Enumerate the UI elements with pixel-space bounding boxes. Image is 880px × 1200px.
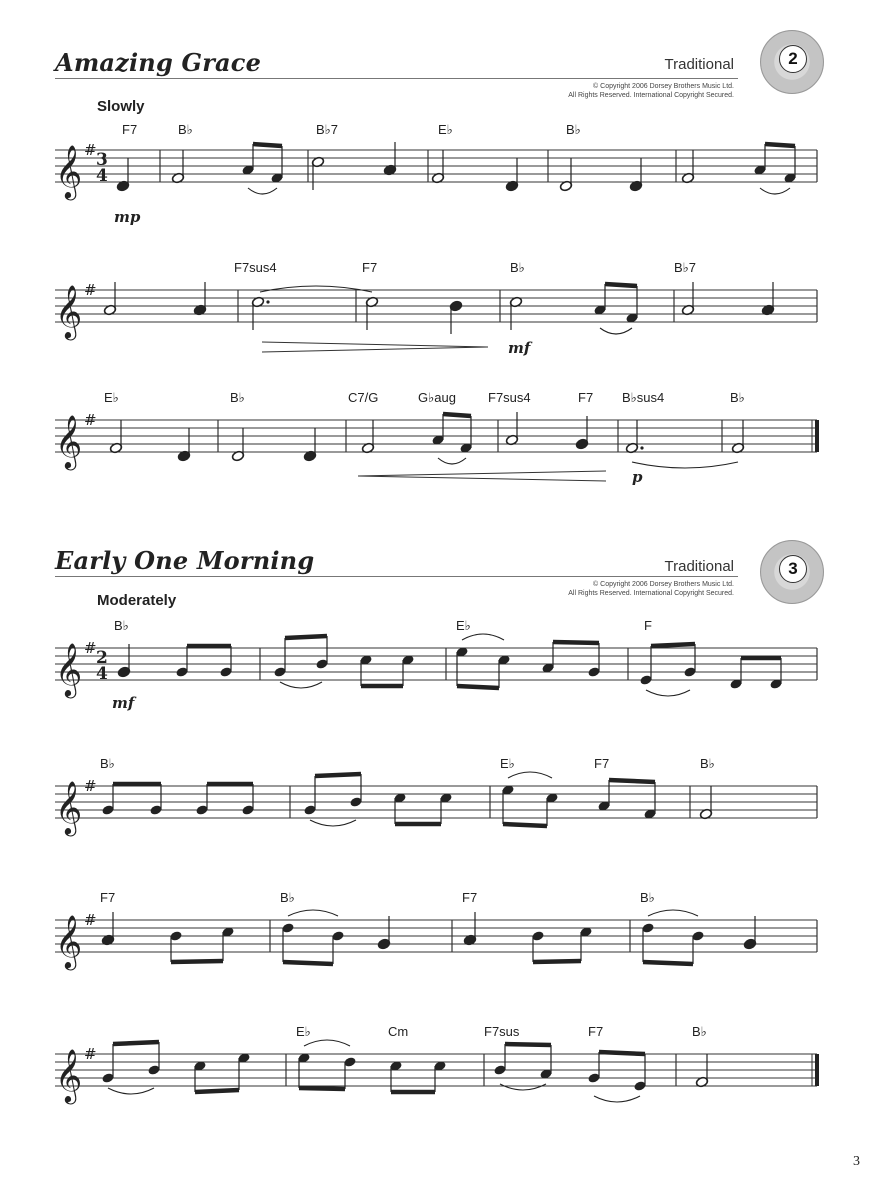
note-beam (171, 961, 223, 962)
dynamic-marking: mf (508, 339, 531, 357)
note-beam (643, 962, 693, 964)
diminuendo-hairpin (262, 347, 488, 352)
key-signature-sharp: # (84, 777, 97, 795)
note-beam (443, 414, 471, 416)
note-beam (553, 642, 599, 643)
slur (438, 458, 466, 464)
song-title: Amazing Grace (55, 48, 262, 77)
diminuendo-hairpin (262, 342, 488, 347)
composer: Traditional (664, 56, 734, 73)
note-beam (285, 636, 327, 638)
note-beam (533, 961, 581, 962)
slur (310, 820, 356, 826)
chord-symbol: F7 (594, 756, 610, 771)
slur (594, 1096, 640, 1102)
chord-symbol: F7 (122, 122, 138, 137)
treble-clef: 𝄞 (55, 284, 83, 338)
tempo-marking: Moderately (97, 592, 177, 609)
chord-symbol: B♭ (100, 756, 115, 771)
time-signature-top: 2 (96, 648, 108, 668)
chord-symbol: F7sus (484, 1024, 520, 1039)
slur (304, 1040, 350, 1046)
note-beam (315, 774, 361, 776)
treble-clef: 𝄞 (55, 914, 83, 968)
chord-symbol: C7/G (348, 390, 379, 405)
chord-symbol: E♭ (104, 390, 119, 405)
chord-symbol: B♭ (730, 390, 745, 405)
treble-clef: 𝄞 (55, 642, 83, 696)
note-beam (765, 144, 795, 146)
track-number-badge: 3 (779, 555, 807, 583)
slur (508, 772, 552, 778)
chord-symbol: F7sus4 (234, 260, 277, 275)
slur (600, 328, 632, 334)
chord-symbol: F (644, 618, 652, 633)
chord-symbol: E♭ (456, 618, 471, 633)
score-amazing-grace (0, 100, 880, 560)
final-barline-thick (815, 1054, 819, 1086)
copyright-notice: © Copyright 2006 Dorsey Brothers Music Ltd. All Rights Reserved. International Copyright Secured. (568, 581, 734, 597)
score-early-one-morning (0, 600, 880, 1160)
treble-clef: 𝄞 (55, 414, 83, 468)
crescendo-hairpin (358, 476, 606, 481)
key-signature-sharp: # (84, 1045, 97, 1063)
slur (500, 1084, 546, 1090)
note-beam (503, 824, 547, 826)
chord-symbol: B♭ (692, 1024, 707, 1039)
track-number-badge: 2 (779, 45, 807, 73)
chord-symbol: G♭aug (418, 390, 456, 405)
chord-symbol: B♭sus4 (622, 390, 665, 405)
chord-symbol: B♭ (640, 890, 655, 905)
slur (646, 690, 690, 696)
chord-symbol: F7 (100, 890, 116, 905)
key-signature-sharp: # (84, 281, 97, 299)
note-beam (299, 1088, 345, 1089)
chord-symbol: E♭ (296, 1024, 311, 1039)
slur (632, 462, 738, 468)
chord-symbol: B♭ (566, 122, 581, 137)
augmentation-dot (640, 446, 643, 449)
slur (108, 1088, 154, 1094)
note-beam (609, 780, 655, 782)
slur (248, 188, 277, 194)
dynamic-marking: mp (114, 208, 141, 226)
dynamic-marking: p (632, 468, 643, 486)
key-signature-sharp: # (84, 141, 97, 159)
slur (288, 910, 338, 916)
tempo-marking: Slowly (97, 98, 145, 115)
augmentation-dot (266, 300, 269, 303)
slur (760, 188, 790, 194)
slur (280, 682, 322, 688)
note-beam (457, 686, 499, 688)
composer: Traditional (664, 558, 734, 575)
slur (462, 634, 504, 640)
note-beam (605, 284, 637, 286)
chord-symbol: B♭ (700, 756, 715, 771)
chord-symbol: F7 (578, 390, 594, 405)
chord-symbol: Cm (388, 1024, 409, 1039)
chord-symbol: B♭ (178, 122, 193, 137)
chord-symbol: E♭ (500, 756, 515, 771)
crescendo-hairpin (358, 471, 606, 476)
key-signature-sharp: # (84, 639, 97, 657)
chord-symbol: F7 (362, 260, 378, 275)
chord-symbol: B♭ (280, 890, 295, 905)
time-signature-top: 3 (96, 150, 108, 170)
chord-symbol: F7 (462, 890, 478, 905)
note-beam (505, 1044, 551, 1045)
note-beam (651, 644, 695, 646)
treble-clef: 𝄞 (55, 780, 83, 834)
note-beam (283, 962, 333, 964)
chord-symbol: B♭ (230, 390, 245, 405)
title-rule (55, 576, 738, 577)
key-signature-sharp: # (84, 411, 97, 429)
treble-clef: 𝄞 (55, 1048, 83, 1102)
slur (648, 910, 698, 916)
note-beam (195, 1090, 239, 1092)
treble-clef: 𝄞 (55, 144, 83, 198)
note-beam (113, 1042, 159, 1044)
chord-symbol: B♭7 (674, 260, 697, 275)
note-beam (253, 144, 282, 146)
page-number: 3 (853, 1154, 860, 1169)
chord-symbol: F7 (588, 1024, 604, 1039)
chord-symbol: E♭ (438, 122, 453, 137)
copyright-notice: © Copyright 2006 Dorsey Brothers Music Ltd. All Rights Reserved. International Copyright Secured. (568, 83, 734, 99)
chord-symbol: B♭7 (316, 122, 339, 137)
slur (260, 286, 372, 292)
song-title: Early One Morning (55, 546, 315, 575)
chord-symbol: B♭ (510, 260, 525, 275)
time-signature-bottom: 4 (96, 664, 108, 684)
title-rule (55, 78, 738, 79)
chord-symbol: B♭ (114, 618, 129, 633)
dynamic-marking: mf (112, 694, 135, 712)
key-signature-sharp: # (84, 911, 97, 929)
note-beam (599, 1052, 645, 1054)
time-signature-bottom: 4 (96, 166, 108, 186)
final-barline-thick (815, 420, 819, 452)
chord-symbol: F7sus4 (488, 390, 531, 405)
